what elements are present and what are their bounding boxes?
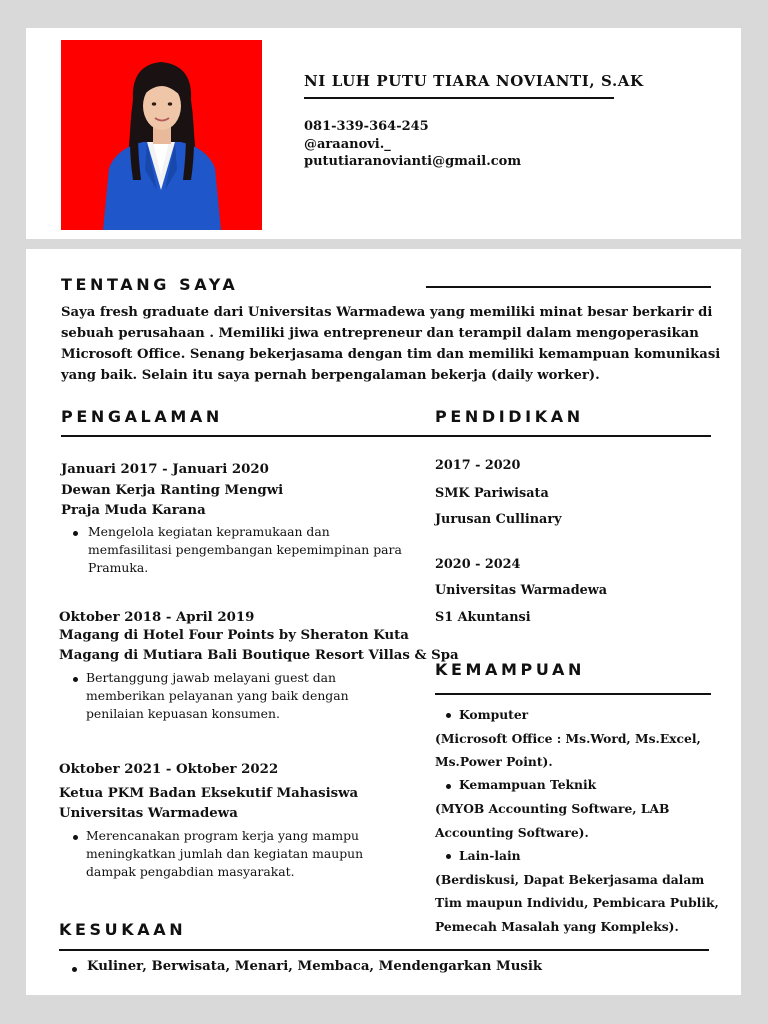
skill-name: Komputer xyxy=(459,707,529,722)
experience-desc: Bertanggung jawab melayani guest dan xyxy=(86,670,337,685)
education-title: PENDIDIKAN xyxy=(435,407,584,426)
experience-org: Magang di Hotel Four Points by Sheraton Kuta xyxy=(59,628,409,643)
education-period: 2017 - 2020 xyxy=(435,458,521,473)
experience-period: Oktober 2021 - Oktober 2022 xyxy=(59,762,279,777)
experience-org: Ketua PKM Badan Eksekutif Mahasiswa xyxy=(59,786,359,801)
about-line: sebuah perusahaan . Memiliki jiwa entrepreneur dan terampil dalam mengoperasikan xyxy=(61,326,699,341)
skill-detail: Pemecah Masalah yang Kompleks). xyxy=(435,919,679,934)
about-title: TENTANG SAYA xyxy=(61,275,239,294)
experience-org: Dewan Kerja Ranting Mengwi xyxy=(61,483,284,498)
hobbies-divider xyxy=(59,949,709,951)
education-major: Jurusan Cullinary xyxy=(435,512,562,527)
skill-detail: Tim maupun Individu, Pembicara Publik, xyxy=(435,895,719,910)
education-period: 2020 - 2024 xyxy=(435,557,521,572)
experience-org: Universitas Warmadewa xyxy=(59,806,238,821)
skill-detail: Ms.Power Point). xyxy=(435,754,553,769)
experience-divider xyxy=(61,435,711,437)
experience-desc: Merencanakan program kerja yang mampu xyxy=(86,828,359,843)
social-handle: @araanovi._ xyxy=(304,137,391,152)
experience-desc: meningkatkan jumlah dan kegiatan maupun xyxy=(86,846,364,861)
skills-divider xyxy=(435,693,711,695)
skills-title: KEMAMPUAN xyxy=(435,660,585,679)
bullet-icon xyxy=(73,677,78,682)
experience-desc: penilaian kepuasan konsumen. xyxy=(86,706,280,721)
experience-title: PENGALAMAN xyxy=(61,407,223,426)
experience-desc: memfasilitasi pengembangan kepemimpinan para xyxy=(88,542,402,557)
skill-name: Lain-lain xyxy=(459,848,521,863)
phone-number: 081-339-364-245 xyxy=(304,119,429,134)
bullet-icon xyxy=(72,967,77,972)
content-card xyxy=(26,249,741,995)
experience-period: Januari 2017 - Januari 2020 xyxy=(61,462,269,477)
experience-desc: Mengelola kegiatan kepramukaan dan xyxy=(88,524,330,539)
full-name: NI LUH PUTU TIARA NOVIANTI, S.AK xyxy=(304,72,644,90)
bullet-icon xyxy=(73,835,78,840)
about-line: Microsoft Office. Senang bekerjasama dengan tim dan memiliki kemampuan komunikasi xyxy=(61,347,721,362)
skill-detail: (Berdiskusi, Dapat Bekerjasama dalam xyxy=(435,872,705,887)
about-line: Saya fresh graduate dari Universitas Warmadewa yang memiliki minat besar berkarir di xyxy=(61,305,713,320)
person-photo-icon xyxy=(61,40,262,230)
hobbies-title: KESUKAAN xyxy=(59,920,187,939)
experience-org: Magang di Mutiara Bali Boutique Resort Villas & Spa xyxy=(59,648,459,663)
skill-detail: Accounting Software). xyxy=(435,825,589,840)
hobbies-list: Kuliner, Berwisata, Menari, Membaca, Mendengarkan Musik xyxy=(87,959,543,974)
skill-detail: (Microsoft Office : Ms.Word, Ms.Excel, xyxy=(435,731,701,746)
about-paragraph xyxy=(61,302,721,386)
skill-name: Kemampuan Teknik xyxy=(459,777,597,792)
profile-photo xyxy=(61,40,262,230)
header-card xyxy=(26,28,741,239)
experience-period: Oktober 2018 - April 2019 xyxy=(59,610,255,625)
education-school: Universitas Warmadewa xyxy=(435,583,608,598)
bullet-icon xyxy=(446,713,451,718)
about-divider xyxy=(426,286,711,288)
email-address: pututiaranovianti@gmail.com xyxy=(304,154,522,169)
bullet-icon xyxy=(73,531,78,536)
experience-desc: memberikan pelayanan yang baik dengan xyxy=(86,688,349,703)
education-school: SMK Pariwisata xyxy=(435,486,549,501)
bullet-icon xyxy=(446,784,451,789)
bullet-icon xyxy=(446,854,451,859)
experience-desc: Pramuka. xyxy=(88,560,149,575)
experience-org: Praja Muda Karana xyxy=(61,503,206,518)
education-major: S1 Akuntansi xyxy=(435,610,531,625)
name-divider xyxy=(304,97,614,99)
experience-desc: dampak pengabdian masyarakat. xyxy=(86,864,295,879)
skill-detail: (MYOB Accounting Software, LAB xyxy=(435,801,670,816)
about-line: yang baik. Selain itu saya pernah berpengalaman bekerja (daily worker). xyxy=(61,368,600,383)
